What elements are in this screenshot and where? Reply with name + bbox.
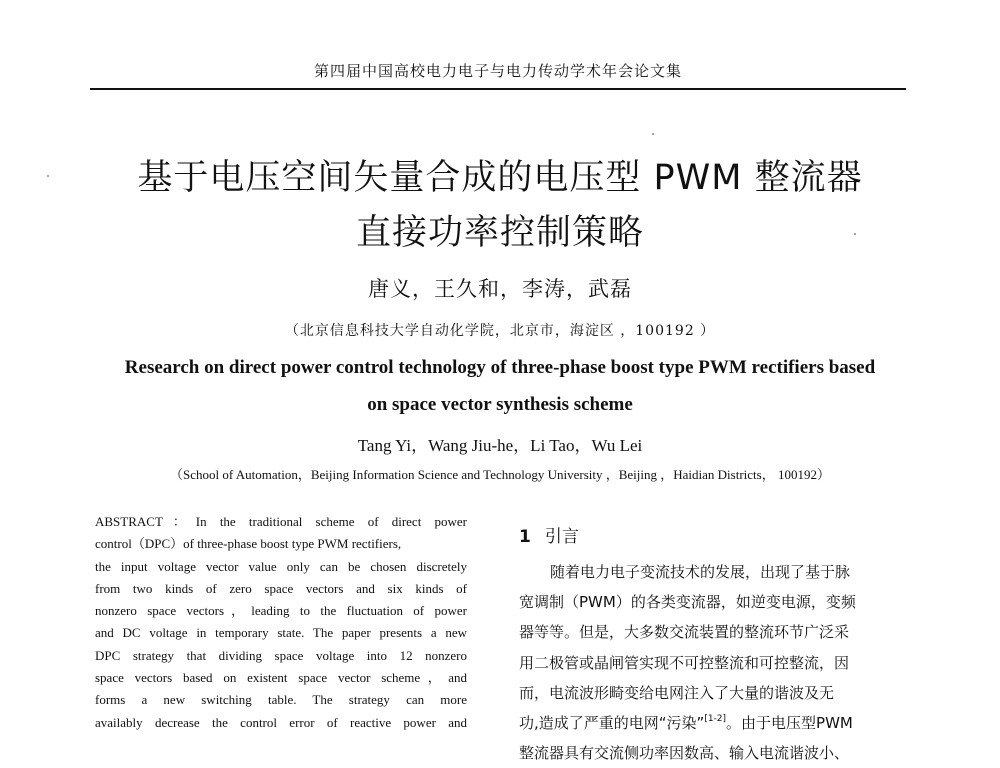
abstract-line: space vectors based on existent space vector scheme，and [95,670,467,686]
title-cn-line1: 基于电压空间矢量合成的电压型 PWM 整流器 [137,158,863,198]
intro-line: 宽调制（PWM）的各类变流器，如逆变电源，变频 [519,593,856,612]
intro-line: 而，电流波形畸变给电网注入了大量的谐波及无 [519,683,835,702]
intro-line [519,708,907,738]
intro-line: 随着电力电子变流技术的发展，出现了基于脉 [550,563,851,581]
abstract [95,511,467,734]
intro-line: 用二极管或晶闸管实现不可控整流和可控整流，因 [519,653,850,672]
scan-speck [47,175,49,177]
intro-line-text: 。由于电压型PWM [726,714,853,733]
abstract-line: forms a new switching table. The strategy can more [95,692,467,708]
intro-line: 整流器具有交流侧功率因数高、输入电流谐波小、 [519,744,850,763]
citation: [1-2] [704,714,727,725]
intro-paragraph [519,557,907,768]
abstract-line: ABSTRACT：In the traditional scheme of direct power [95,514,467,529]
abstract-line: nonzero space vectors，leading to the fluctuation of power [95,603,467,619]
title-en-line2: on space vector synthesis scheme [367,394,633,415]
abstract-line: control（DPC）of three-phase boost type PWM rectifiers, [95,536,402,552]
header-rule [90,88,906,90]
intro-line-text: 功,造成了严重的电网“污染” [519,714,705,733]
abstract-line: and DC voltage in temporary state. The paper presents a new [95,625,467,641]
abstract-line: availably decrease the control error of reactive power and [95,714,467,730]
authors-en: Tang Yi，Wang Jiu-he，Li Tao，Wu Lei [357,436,643,455]
authors-cn: 唐义，王久和，李涛，武磊 [368,277,632,301]
section-number: 1 [519,527,531,547]
abstract-line: the input voltage vector value only can be chosen discretely [95,558,467,574]
section-title: 引言 [544,527,579,547]
abstract-line: from two kinds of zero space vectors and six kinds of [95,580,467,596]
affiliation-en: （School of Automation，Beijing Information Science and Technology University ，Beijing ，Haidian Districts， 100192） [170,467,830,482]
scan-speck [652,133,654,135]
affiliation-cn: （北京信息科技大学自动化学院，北京市，海淀区 ，100192 ） [284,323,716,339]
intro-line: 器等等。但是，大多数交流装置的整流环节广泛采 [519,623,850,642]
running-header: 第四届中国高校电力电子与电力传动学术年会论文集 [313,62,682,80]
section-heading [519,522,579,547]
abstract-line: DPC strategy that dividing space voltage into 12 nonzero [95,647,467,663]
title-en-line1: Research on direct power control technology of three-phase boost type PWM rectifiers based [124,357,876,378]
scan-speck [854,233,856,235]
title-cn-line2: 直接功率控制策略 [355,213,644,253]
